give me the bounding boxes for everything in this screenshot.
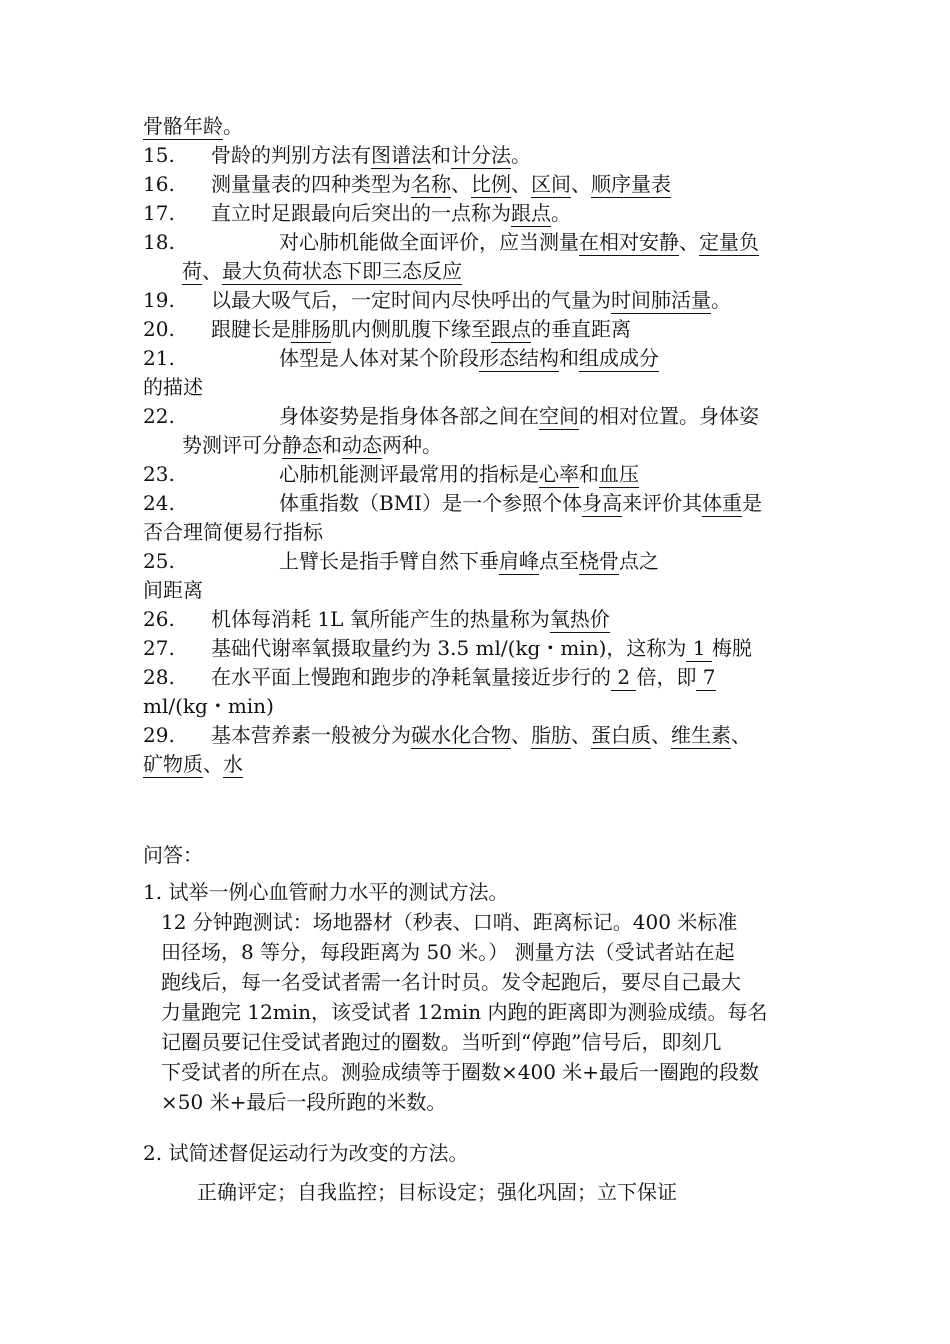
fill-item-29: 29. 基本营养素一般被分为碳水化合物、脂肪、蛋白质、维生素、 — [143, 723, 751, 747]
fill-item-17: 17. 直立时足跟最向后突出的一点称为跟点。 — [143, 201, 571, 225]
fill-item-22-cont: 势测评可分静态和动态两种。 — [182, 433, 442, 457]
fill-item-26: 26. 机体每消耗 1L 氧所能产生的热量称为氧热价 — [143, 607, 610, 631]
fill-item-21: 21. 体型是人体对某个阶段形态结构和组成成分 — [143, 346, 659, 370]
fill-item-28-cont: ml/(kg・min) — [143, 694, 274, 718]
fill-item-19: 19. 以最大吸气后，一定时间内尽快呼出的气量为时间肺活量。 — [143, 288, 731, 312]
fill-item-18-cont: 荷、最大负荷状态下即三态反应 — [182, 259, 462, 283]
answer-2: 正确评定；自我监控；目标设定；强化巩固；立下保证 — [197, 1180, 677, 1204]
answer-1-line: 下受试者的所在点。测验成绩等于圈数×400 米+最后一圈跑的段数 — [161, 1060, 760, 1084]
fill-item-29-cont: 矿物质、水 — [143, 752, 243, 776]
fill-item-24-cont: 否合理简便易行指标 — [143, 520, 323, 544]
question-1: 1. 试举一例心血管耐力水平的测试方法。 — [143, 880, 509, 904]
answer-1-line: 跑线后，每一名受试者需一名计时员。发令起跑后，要尽自己最大 — [161, 970, 741, 994]
question-2: 2. 试简述督促运动行为改变的方法。 — [143, 1141, 469, 1165]
fill-item-22: 22. 身体姿势是指身体各部之间在空间的相对位置。身体姿 — [143, 404, 759, 428]
fill-item-15: 15. 骨龄的判别方法有图谱法和计分法。 — [143, 143, 531, 167]
fill-item-21-cont: 的描述 — [143, 375, 203, 399]
answer-1-line: ×50 米+最后一段所跑的米数。 — [161, 1090, 447, 1114]
answer-1-line: 力量跑完 12min，该受试者 12min 内跑的距离即为测验成绩。每名 — [161, 1000, 768, 1024]
answer-1-line: 田径场，8 等分，每段距离为 50 米。） 测量方法（受试者站在起 — [161, 940, 735, 964]
qa-heading: 问答： — [143, 843, 203, 867]
fill-line-continuation: 骨骼年龄。 — [143, 114, 243, 138]
fill-item-27: 27. 基础代谢率氧摄取量约为 3.5 ml/(kg・min)，这称为 1 梅脱 — [143, 636, 752, 660]
fill-item-28: 28. 在水平面上慢跑和跑步的净耗氧量接近步行的 2 倍，即 7 — [143, 665, 716, 689]
fill-item-25: 25. 上臂长是指手臂自然下垂肩峰点至桡骨点之 — [143, 549, 659, 573]
fill-item-20: 20. 跟腱长是腓肠肌内侧肌腹下缘至跟点的垂直距离 — [143, 317, 631, 341]
answer-1-line: 记圈员要记住受试者跑过的圈数。当听到“停跑”信号后，即刻几 — [161, 1030, 722, 1054]
fill-item-23: 23. 心肺机能测评最常用的指标是心率和血压 — [143, 462, 639, 486]
fill-item-16: 16. 测量量表的四种类型为名称、比例、区间、顺序量表 — [143, 172, 671, 196]
fill-item-25-cont: 间距离 — [143, 578, 203, 602]
fill-item-24: 24. 体重指数（BMI）是一个参照个体身高来评价其体重是 — [143, 491, 763, 515]
answer-1 — [161, 907, 811, 1117]
answer-1-line: 12 分钟跑测试：场地器材（秒表、口哨、距离标记。400 米标准 — [161, 910, 738, 934]
fill-item-18: 18. 对心肺机能做全面评价，应当测量在相对安静、定量负 — [143, 230, 759, 254]
